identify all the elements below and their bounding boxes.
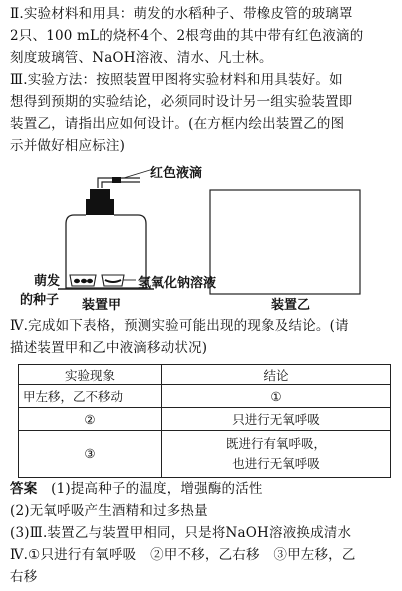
table-row bbox=[19, 385, 391, 408]
results-table bbox=[18, 364, 391, 478]
cell-conclusion: 只进行无氧呼吸 bbox=[162, 408, 391, 431]
para2-line3: 刻度玻璃管、NaOH溶液、清水、凡士林。 bbox=[10, 50, 273, 66]
apparatus-b-caption: 装置乙 bbox=[271, 298, 311, 313]
answer-4: Ⅳ.①只进行有氧呼吸 ②甲不移，乙右移 ③甲左移，乙 bbox=[10, 547, 356, 563]
table-header-row bbox=[19, 365, 391, 385]
apparatus-a-diagram bbox=[0, 160, 402, 320]
cell-phenomenon: 甲左移，乙不移动 bbox=[19, 385, 162, 408]
answer-line1 bbox=[10, 479, 396, 500]
cell-conclusion-line1: 既进行有氧呼吸， bbox=[225, 436, 326, 451]
para4-line1: Ⅳ.完成如下表格，预测实验可能出现的现象及结论。(请 bbox=[10, 318, 349, 334]
para3-line3: 装置乙，请指出应如何设计。(在方框内绘出装置乙的图 bbox=[10, 116, 345, 132]
para2-line1: Ⅱ.实验材料和用具：萌发的水稻种子、带橡皮管的玻璃罩 bbox=[10, 6, 353, 22]
cell-conclusion: ① bbox=[162, 385, 391, 408]
seeds-label-1: 萌发 bbox=[34, 274, 61, 289]
apparatus-b-box bbox=[210, 190, 360, 294]
cell-phenomenon: ③ bbox=[19, 431, 162, 478]
stopper bbox=[86, 199, 114, 215]
para3-line4: 示并做好相应标注) bbox=[10, 138, 126, 154]
droplet-leader bbox=[124, 170, 150, 178]
answer-3: (3)Ⅲ.装置乙与装置甲相同，只是将NaOH溶液换成清水 bbox=[10, 525, 352, 541]
droplet-label: 红色液滴 bbox=[150, 166, 203, 181]
answer-5: 右移 bbox=[10, 569, 38, 585]
answer-1: (1)提高种子的温度，增强酶的活性 bbox=[51, 481, 263, 497]
apparatus-a-caption: 装置甲 bbox=[82, 298, 122, 313]
header-phenomenon: 实验现象 bbox=[19, 365, 162, 385]
para3-line2: 想得到预期的实验结论，必须同时设计另一组实验装置即 bbox=[10, 94, 353, 110]
naoh-label: 氢氧化钠溶液 bbox=[138, 276, 217, 291]
table-row bbox=[19, 431, 391, 478]
seed bbox=[74, 279, 80, 283]
table-row bbox=[19, 408, 391, 431]
cell-conclusion bbox=[162, 431, 391, 478]
seed bbox=[81, 279, 87, 283]
red-droplet bbox=[112, 177, 121, 183]
cell-conclusion-line2: 也进行无氧呼吸 bbox=[232, 456, 320, 471]
cell-phenomenon: ② bbox=[19, 408, 162, 431]
seeds-label-2: 的种子 bbox=[20, 293, 60, 308]
answer-label: 答案 bbox=[10, 481, 38, 497]
para2-line2: 2只、100 mL的烧杯4个、2根弯曲的其中带有红色液滴的 bbox=[10, 28, 364, 44]
seed bbox=[87, 279, 93, 283]
answer-2: (2)无氧呼吸产生酒精和过多热量 bbox=[10, 503, 208, 519]
para3-line1: Ⅲ.实验方法：按照装置甲图将实验材料和用具装好。如 bbox=[10, 72, 343, 88]
para4-line2: 描述装置甲和乙中液滴移动状况) bbox=[10, 340, 208, 356]
stopper-top bbox=[90, 189, 110, 199]
header-conclusion: 结论 bbox=[162, 365, 391, 385]
